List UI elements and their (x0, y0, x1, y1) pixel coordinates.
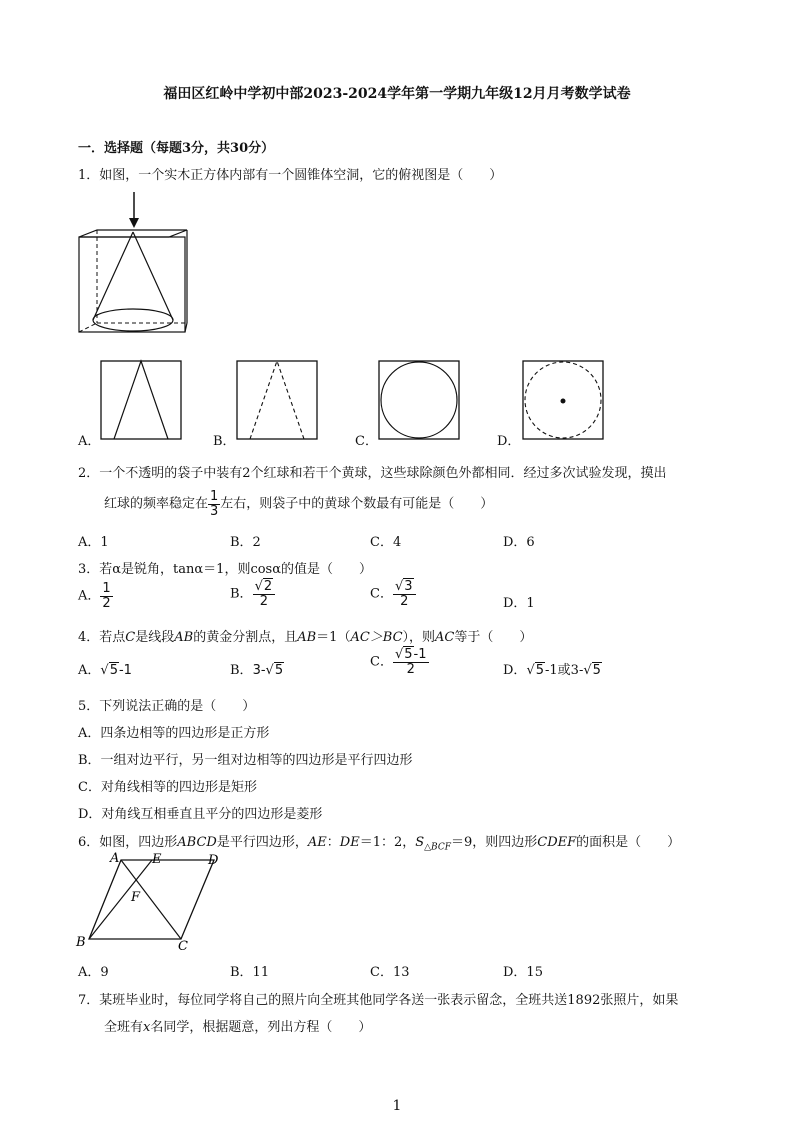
question-7-line2 (104, 1016, 371, 1035)
q4-d-label: D． (503, 663, 527, 678)
q5-option-c: C．对角线相等的四边形是矩形 (78, 780, 257, 795)
q4-segment-ab: AB (174, 630, 194, 645)
q2-text-post: 左右，则袋子中的黄球个数最有可能是（ ） (220, 496, 494, 512)
q4-b-radicand: 5 (274, 663, 284, 678)
label-f: F (131, 890, 141, 905)
q6-area-sub: △BCF (424, 842, 451, 853)
q2-option-d: D．6 (503, 535, 535, 550)
q4-option-a: A．√5-1 (78, 663, 132, 678)
q4-b-pre: 3- (252, 663, 266, 678)
q1-option-d-label: D． (497, 434, 521, 449)
q7-t2: 名同学，根据题意，列出方程（ ） (150, 1020, 372, 1035)
q4-t4: ＝1（ (316, 630, 351, 645)
label-c: C (178, 939, 188, 954)
question-3-stem: 3．若α是锐角，tanα＝1，则cosα的值是（ ） (78, 562, 373, 577)
label-a: A (110, 851, 120, 866)
q6-option-a: A．9 (78, 965, 109, 980)
q4-d-mid: -1或3- (545, 663, 584, 678)
q6-ae: AE (307, 835, 327, 850)
q2-text-pre: 红球的频率稳定在 (104, 496, 209, 512)
parallelogram-figure (74, 852, 234, 954)
q3-b-fraction: $\frac{√2}{2}$ (253, 580, 276, 608)
q3-c-fraction: $\frac{√3}{2}$ (393, 580, 416, 608)
q4-option-b: B．3-√5 (230, 663, 284, 678)
q3-a-fraction (100, 582, 112, 610)
question-1-stem: 1．如图，一个实木正方体内部有一个圆锥体空洞，它的俯视图是（ ） (78, 168, 503, 183)
q4-a-tail: -1 (118, 663, 132, 678)
q3-b-radicand: 2 (263, 579, 273, 594)
q4-t2: 是线段 (135, 630, 175, 645)
q4-t3: 的黄金分割点，且 (193, 630, 298, 645)
q3-c-radicand: 3 (404, 579, 413, 594)
q4-t5: ），则 (402, 630, 436, 645)
question-2-line1: 2．一个不透明的袋子中装有2个红球和若干个黄球，这些球除颜色外都相同．经过多次试验发现，摸出 (78, 466, 667, 481)
q3-b-label: B． (230, 586, 253, 602)
q6-de: DE (339, 835, 360, 850)
q1-option-a-figure (100, 360, 182, 440)
q1-option-c-figure (378, 360, 460, 440)
question-6-stem (78, 831, 680, 853)
q4-option-d: D．√5-1或3-√5 (503, 663, 601, 678)
cube-cone-figure (76, 192, 206, 342)
q1-option-b-label: B． (213, 434, 236, 449)
q2-frac-den: 3 (210, 503, 219, 519)
q4-a-radicand: 5 (109, 663, 118, 678)
q4-a-label: A． (78, 663, 101, 678)
q4-ac: AC (435, 630, 455, 645)
q6-t4: 的面积是（ ） (576, 835, 681, 850)
q6-cdef: CDEF (537, 835, 577, 850)
label-d: D (208, 853, 219, 868)
q3-c-label: C． (370, 586, 393, 602)
question-4-stem (78, 626, 532, 645)
q5-option-d: D．对角线互相垂直且平分的四边形是菱形 (78, 807, 323, 822)
q6-option-b: B．11 (230, 965, 270, 980)
q6-option-d: D．15 (503, 965, 543, 980)
q4-c-den: 2 (406, 661, 415, 677)
q4-d-radicand-2: 5 (592, 663, 601, 678)
label-b: B (76, 935, 86, 950)
q4-c-tail: -1 (413, 647, 427, 662)
q3-a-den: 2 (102, 595, 111, 611)
q3-c-den: 2 (400, 593, 409, 609)
q3-option-d: D．1 (503, 596, 535, 611)
q4-t6: 等于（ ） (454, 630, 533, 645)
q6-area-s: S (415, 835, 425, 850)
q7-t1: 全班有 (104, 1020, 144, 1035)
question-2-line2 (104, 490, 493, 518)
q3-a-num: 1 (102, 581, 111, 596)
q5-option-b: B．一组对边平行，另一组对边相等的四边形是平行四边形 (78, 753, 413, 768)
q2-option-a: A．1 (78, 535, 109, 550)
q4-inequality: AC＞BC (350, 630, 403, 645)
q2-fraction (208, 490, 220, 518)
q6-colon: ： (326, 835, 340, 850)
q4-c-label: C． (370, 654, 393, 670)
q4-c-fraction: $\frac{√5-1}{2}$ (394, 647, 427, 677)
q3-option-b (230, 580, 275, 608)
q7-x: x (143, 1020, 151, 1035)
page-number: 1 (392, 1098, 402, 1114)
question-5-stem: 5．下列说法正确的是（ ） (78, 699, 256, 714)
q3-b-den: 2 (259, 593, 268, 609)
q4-c-radicand: 5 (404, 647, 413, 662)
q6-t1: 6．如图，四边形 (78, 835, 178, 850)
q2-option-b: B．2 (230, 535, 261, 550)
q4-b-label: B． (230, 663, 253, 678)
q1-option-d-figure (522, 360, 604, 440)
q1-option-b-figure (236, 360, 318, 440)
q5-option-a: A．四条边相等的四边形是正方形 (78, 726, 270, 741)
q1-option-c-label: C． (355, 434, 378, 449)
q6-abcd: ABCD (177, 835, 217, 850)
q3-option-a (78, 582, 113, 610)
q1-option-a-label: A． (78, 434, 101, 449)
q4-point-c: C (125, 630, 136, 645)
q6-t3: ＝9，则四边形 (450, 835, 538, 850)
q6-option-c: C．13 (370, 965, 410, 980)
question-7-line1: 7．某班毕业时，每位同学将自己的照片向全班其他同学各送一张表示留念，全班共送1892张照片，如果 (78, 993, 679, 1008)
q6-t2: 是平行四边形， (216, 835, 308, 850)
q4-option-c (370, 648, 429, 676)
q4-d-radicand-1: 5 (535, 663, 545, 678)
q3-option-c (370, 580, 416, 608)
page-title: 福田区红岭中学初中部2023-2024学年第一学期九年级12月月考数学试卷 (163, 86, 631, 102)
q4-t1: 4．若点 (78, 630, 126, 645)
label-e: E (152, 852, 162, 867)
q2-option-c: C．4 (370, 535, 402, 550)
q2-frac-num: 1 (210, 489, 219, 504)
section-heading: 一．选择题（每题3分，共30分） (78, 141, 275, 156)
q4-cond-ab: AB (297, 630, 317, 645)
q3-a-label: A． (78, 588, 101, 604)
q6-ratio: ＝1：2， (359, 835, 416, 850)
